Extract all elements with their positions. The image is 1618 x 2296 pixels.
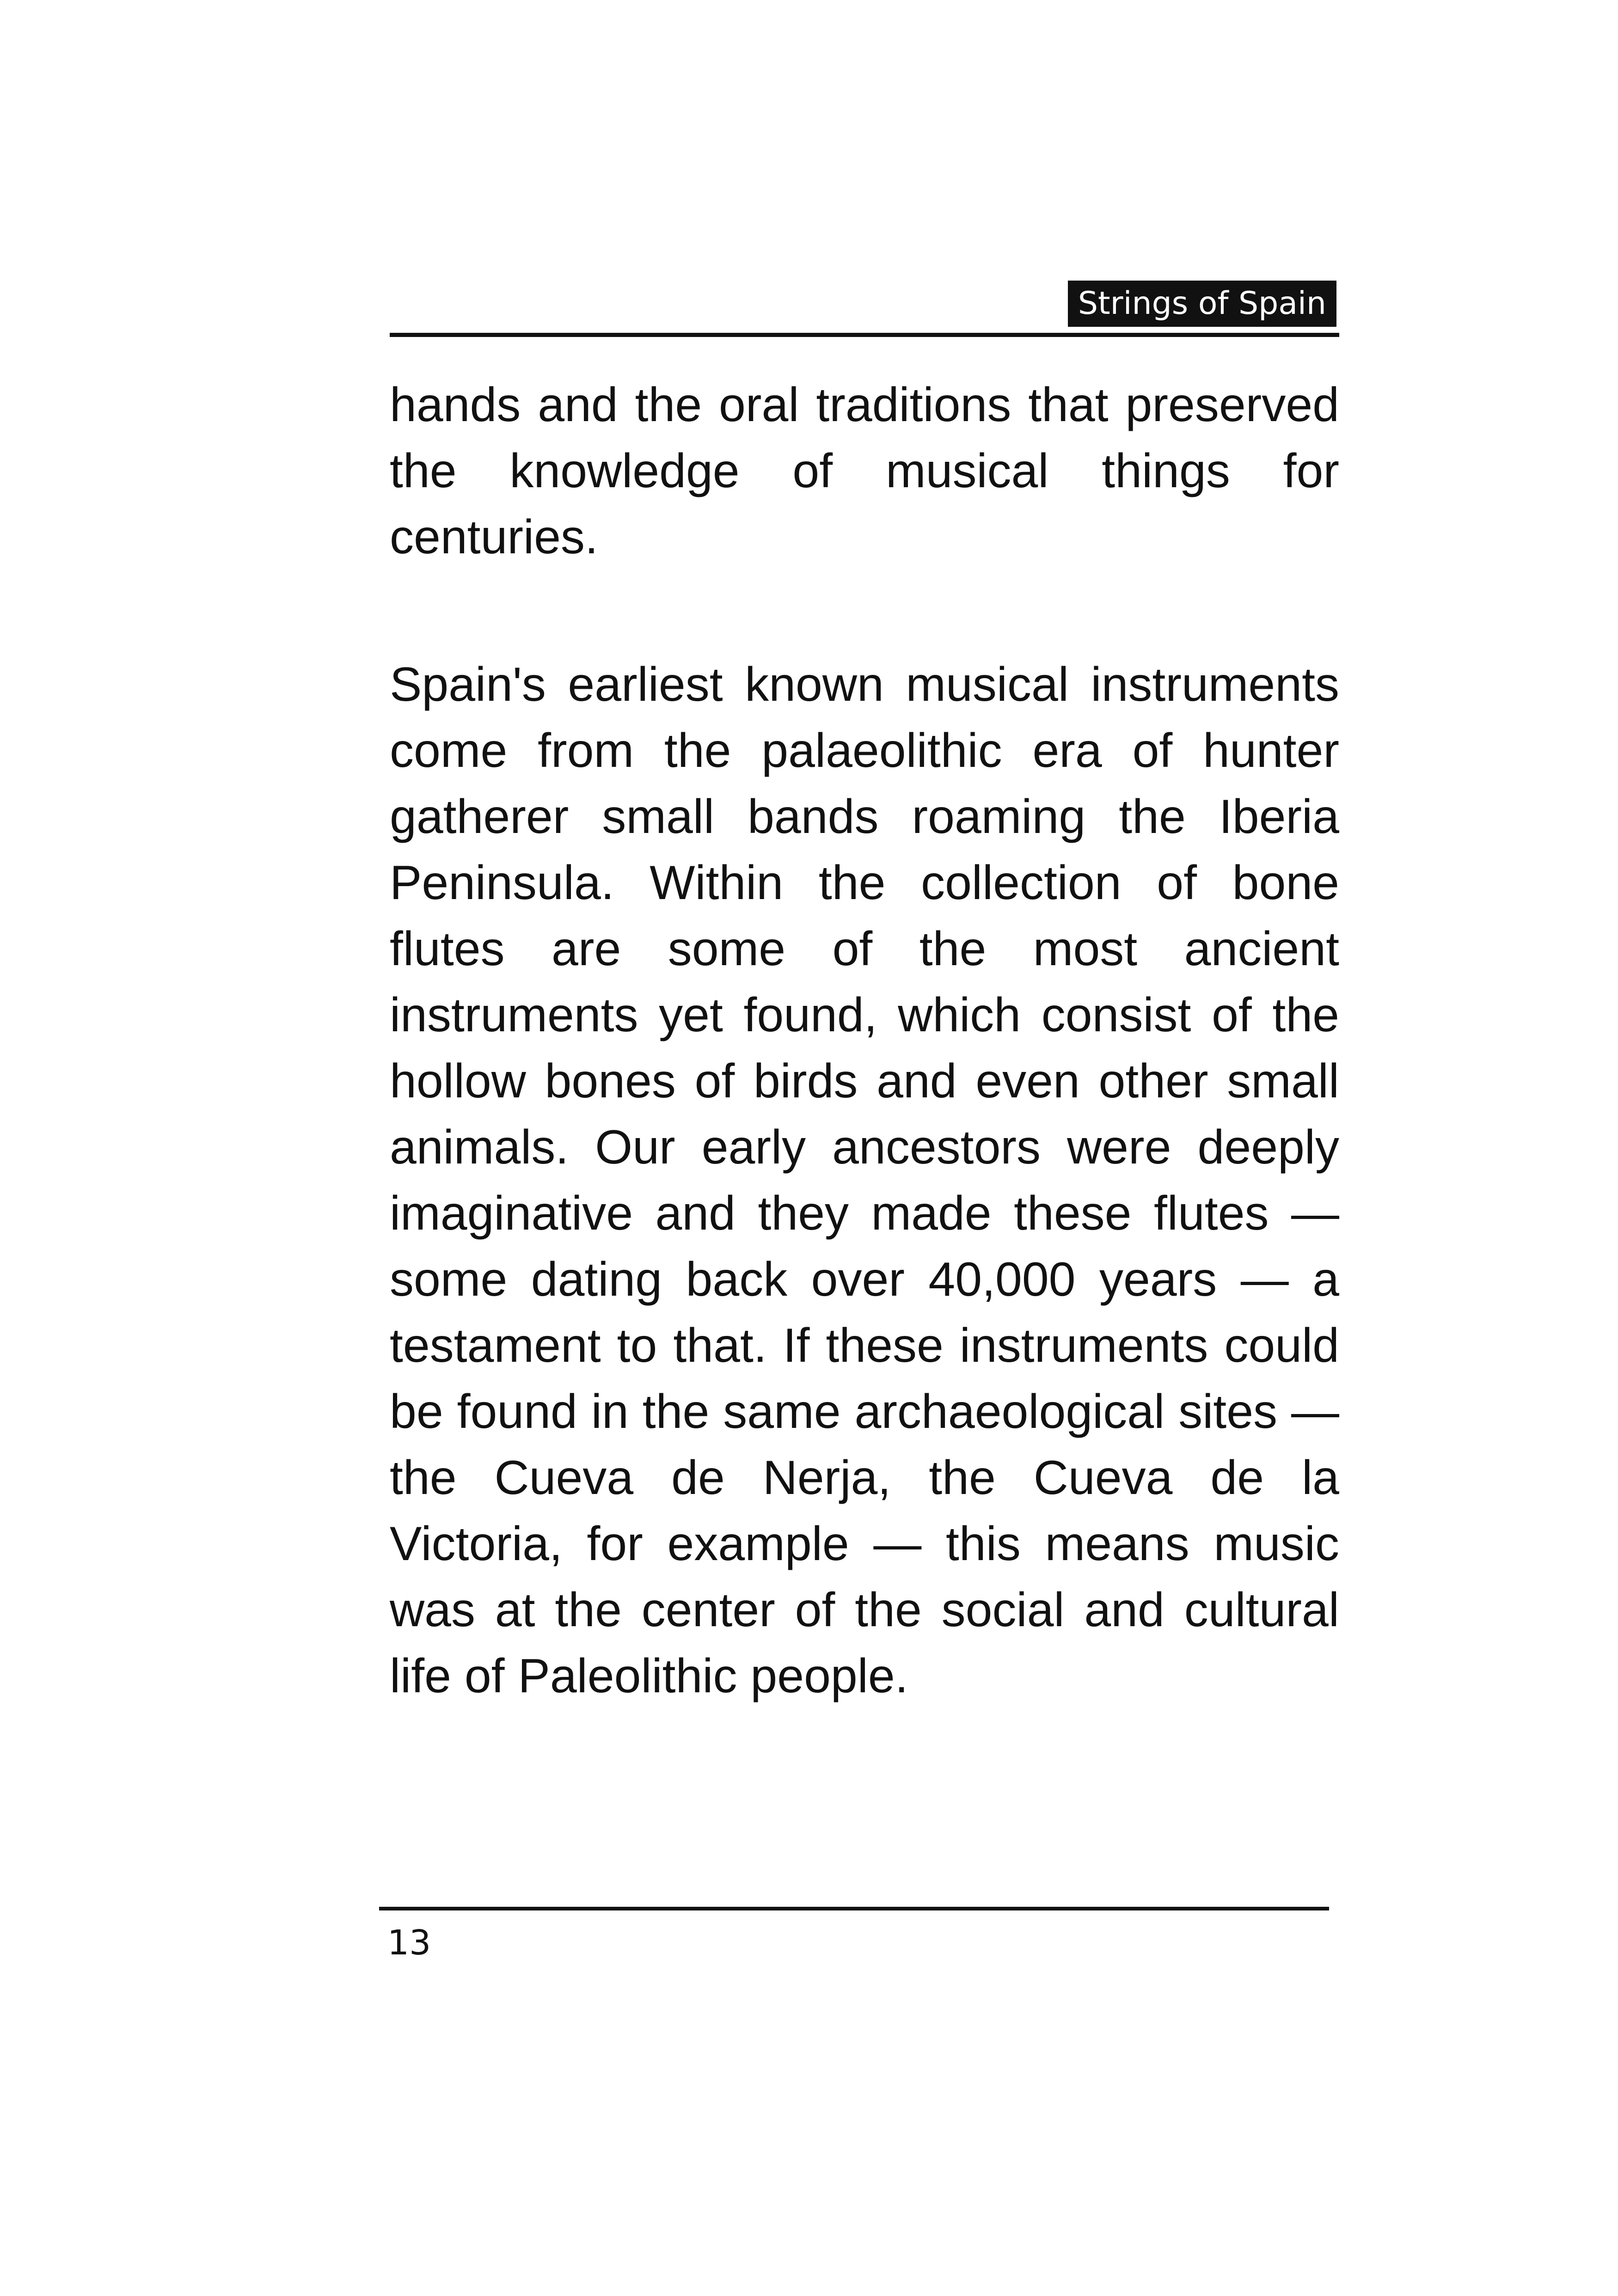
body-paragraph: hands and the oral traditions that preserved the knowledge of musical things for centuries. [390,378,1339,564]
running-header-title: Strings of Spain [1068,281,1336,327]
body-paragraph: Spain's earliest known musical instruments come from the palaeolithic era of hunter gatherer small bands roaming the Iberia Peninsula. Within the collection of bone flutes are some of the most ancient instruments yet found, which consist of the hollow bones of birds and even other small animals. Our early ancestors were deeply imaginative and they made these flutes — some dating back over 40,000 years — a testament to that. If these instruments could be found in the same archaeological sites — the Cueva de Nerja, the Cueva de la Victoria, for example — this means music was at the center of the social and cultural life of Paleolithic people. [390,658,1339,1703]
page-number: 13 [387,1923,431,1963]
header-divider [390,333,1339,337]
footer-divider [379,1907,1329,1910]
